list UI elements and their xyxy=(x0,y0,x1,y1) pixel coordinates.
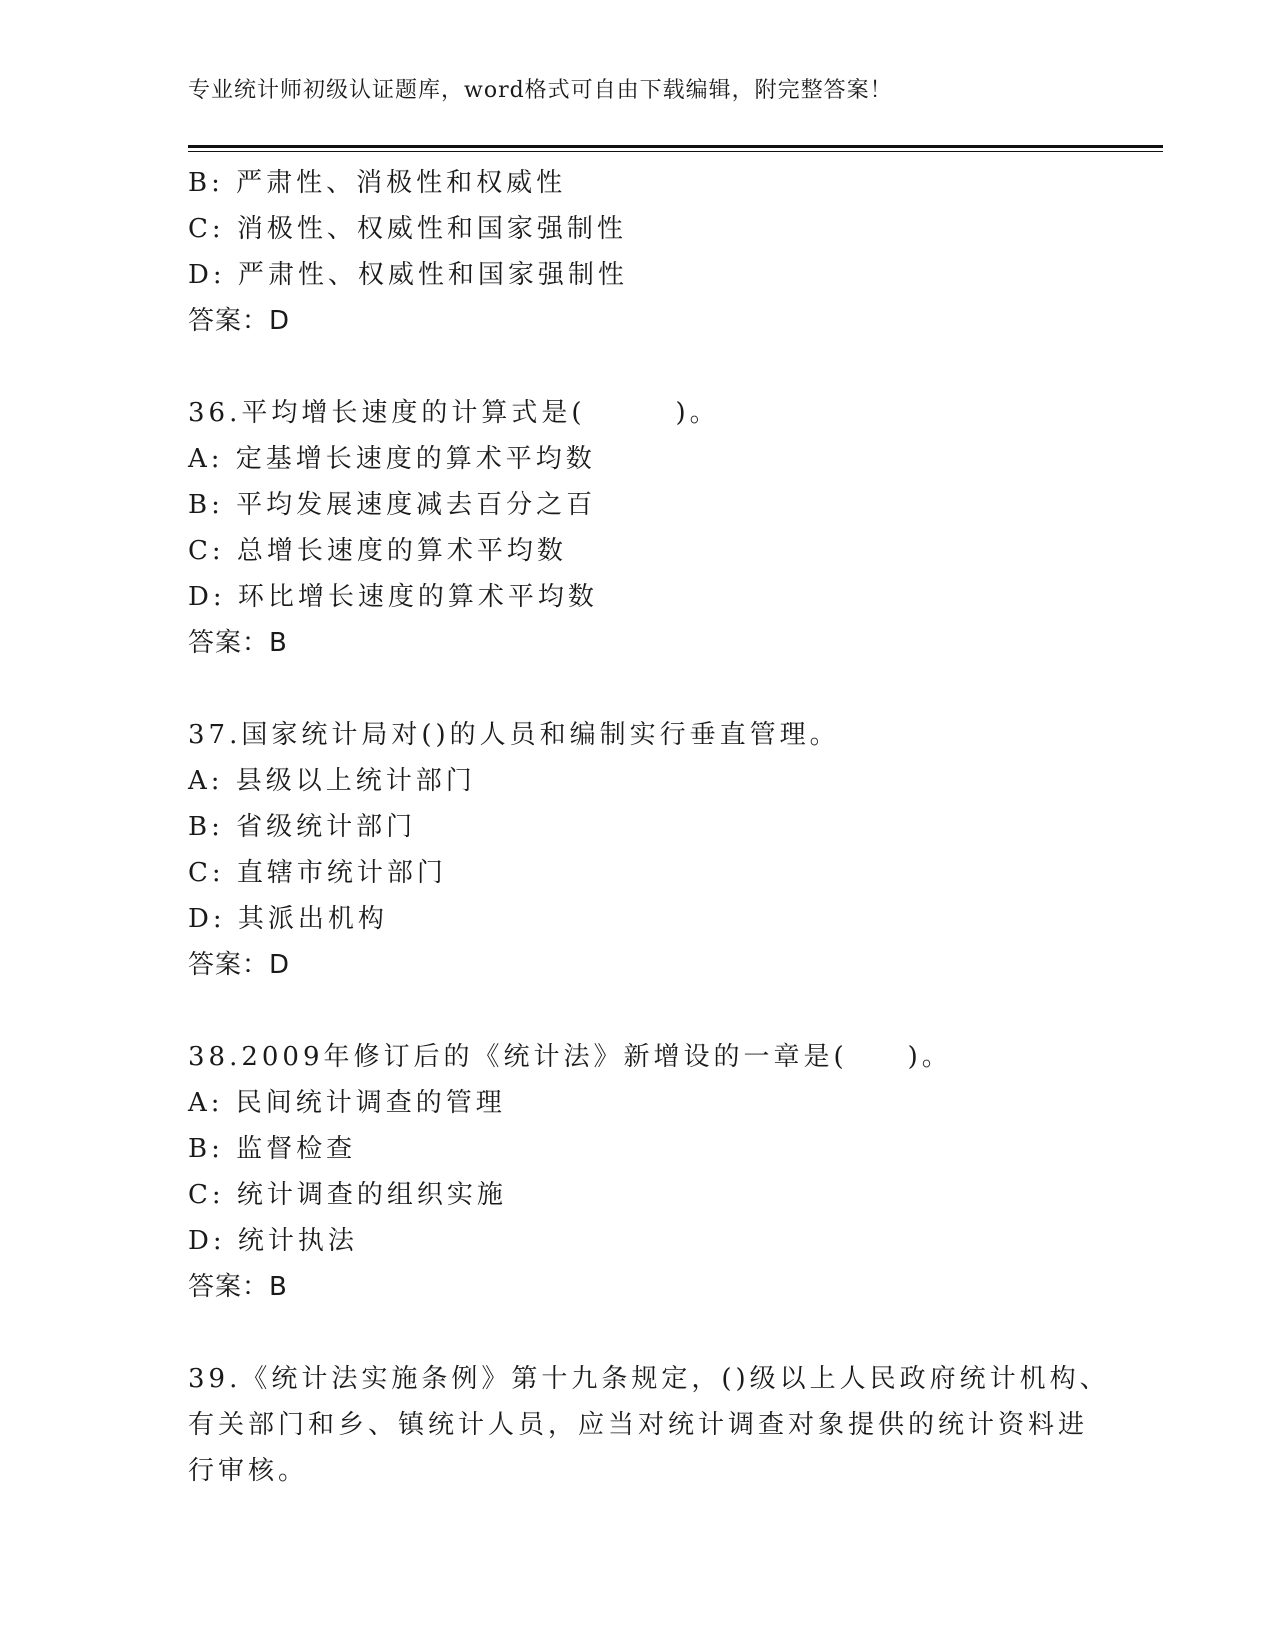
answer-line: 答案：B xyxy=(188,628,288,658)
question-stem: 37.国家统计局对()的人员和编制实行垂直管理。 xyxy=(188,720,840,750)
option-a: A: 县级以上统计部门 xyxy=(188,766,476,796)
option-d: D: 环比增长速度的算术平均数 xyxy=(188,582,598,612)
option-b: B: 严肃性、消极性和权威性 xyxy=(188,168,567,198)
option-c: C: 总增长速度的算术平均数 xyxy=(188,536,567,566)
question-stem-line: 39.《统计法实施条例》第十九条规定，()级以上人民政府统计机构、 xyxy=(188,1364,1110,1394)
option-d: D: 严肃性、权威性和国家强制性 xyxy=(188,260,628,290)
option-c: C: 消极性、权威性和国家强制性 xyxy=(188,214,627,244)
question-stem-line: 行审核。 xyxy=(188,1456,309,1486)
option-b: B: 监督检查 xyxy=(188,1134,357,1164)
option-c: C: 直辖市统计部门 xyxy=(188,858,447,888)
option-b: B: 省级统计部门 xyxy=(188,812,417,842)
spacer xyxy=(188,988,1088,1034)
page-header: 专业统计师初级认证题库，word格式可自由下载编辑，附完整答案！ xyxy=(188,78,893,103)
option-a: A: 民间统计调查的管理 xyxy=(188,1088,506,1118)
option-c: C: 统计调查的组织实施 xyxy=(188,1180,507,1210)
question-stem: 38.2009年修订后的《统计法》新增设的一章是( )。 xyxy=(188,1042,952,1072)
question-37 xyxy=(188,712,1088,988)
question-39 xyxy=(188,1356,1110,1494)
question-38 xyxy=(188,1034,1088,1310)
spacer xyxy=(188,344,1088,390)
answer-line: 答案：D xyxy=(188,950,291,980)
header-rule-thick xyxy=(188,145,1163,148)
question-36 xyxy=(188,390,1088,666)
option-b: B: 平均发展速度减去百分之百 xyxy=(188,490,597,520)
header-rule-thin xyxy=(188,151,1163,152)
question-stem: 36.平均增长速度的计算式是( )。 xyxy=(188,398,720,428)
answer-line: 答案：B xyxy=(188,1272,288,1302)
option-a: A: 定基增长速度的算术平均数 xyxy=(188,444,596,474)
option-d: D: 统计执法 xyxy=(188,1226,358,1256)
option-d: D: 其派出机构 xyxy=(188,904,388,934)
spacer xyxy=(188,666,1088,712)
question-stem-line: 有关部门和乡、镇统计人员，应当对统计调查对象提供的统计资料进 xyxy=(188,1410,1089,1440)
answer-line: 答案：D xyxy=(188,306,291,336)
question-content xyxy=(188,160,1110,1494)
spacer xyxy=(188,1310,1088,1356)
question-35-continued xyxy=(188,160,1088,344)
